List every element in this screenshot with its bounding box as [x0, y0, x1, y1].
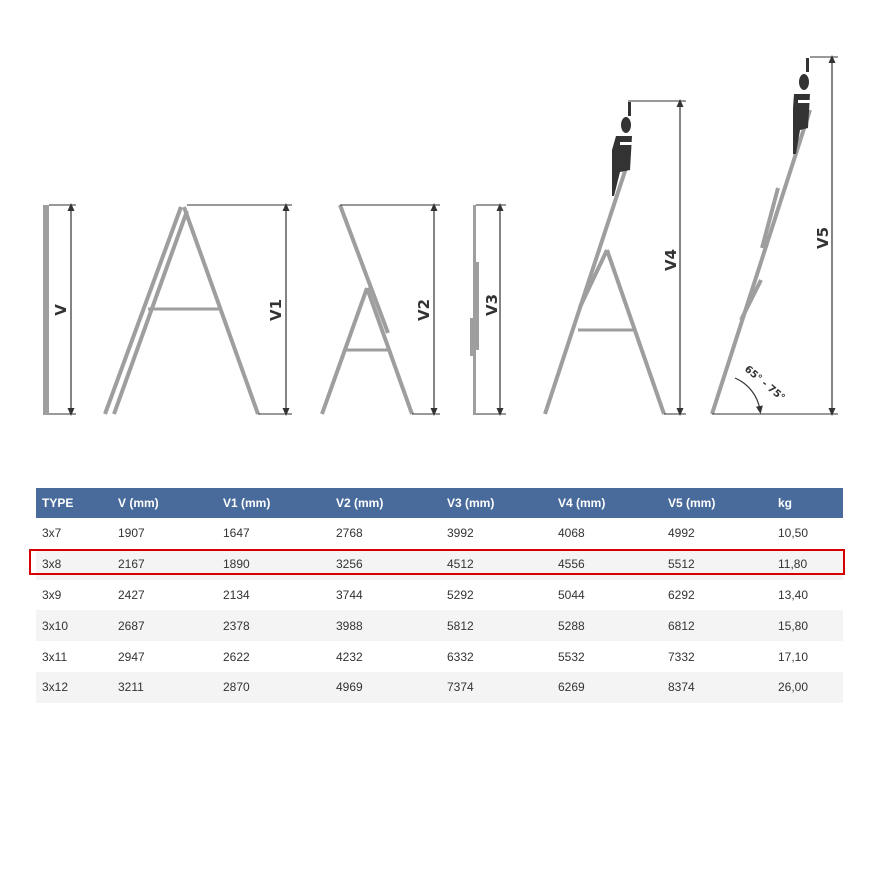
dimension-label-v: V: [52, 304, 70, 316]
ladder-overlap-section: [741, 280, 761, 320]
table-cell: 5292: [447, 587, 474, 602]
table-cell: 3x8: [36, 549, 118, 580]
table-cell: 1647: [223, 526, 250, 541]
table-cell: 2687: [118, 610, 223, 641]
ladder-rail: [545, 162, 628, 414]
table-cell: 4556: [558, 549, 668, 580]
angle-label: 65° - 75°: [742, 363, 787, 404]
table-cell: 26,00: [778, 672, 843, 703]
table-cell: 3x11: [42, 649, 68, 664]
table-cell: 1907: [118, 526, 145, 541]
table-cell: 4232: [336, 649, 363, 664]
table-cell: 2768: [336, 526, 363, 541]
table-cell: 3x7: [42, 526, 62, 541]
column-header: V4 (mm): [558, 488, 668, 518]
table-cell: 2134: [223, 587, 250, 602]
table-cell: 5288: [558, 610, 668, 641]
table-cell: 17,10: [778, 649, 809, 664]
ladder-straight-rail: [43, 205, 49, 415]
ladder-overlap-section: [470, 318, 473, 356]
ladder-config-v1: [105, 205, 292, 414]
table-cell: 4512: [447, 549, 558, 580]
table-cell: 4992: [668, 526, 695, 541]
table-cell: 6332: [447, 649, 474, 664]
column-header: V3 (mm): [447, 488, 558, 518]
table-row: [36, 549, 843, 580]
table-cell: 4969: [336, 672, 447, 703]
column-header: V (mm): [118, 488, 223, 518]
table-cell: 5044: [558, 587, 585, 602]
table-cell: 11,80: [778, 549, 843, 580]
table-cell: 3256: [336, 549, 447, 580]
ladder-rail: [607, 250, 664, 414]
column-header: TYPE: [36, 488, 118, 518]
table-cell: 2947: [118, 649, 145, 664]
column-header: V2 (mm): [336, 488, 447, 518]
table-cell: 2622: [223, 649, 250, 664]
table-cell: 2427: [118, 587, 145, 602]
table-cell: 7332: [668, 649, 695, 664]
table-row: [36, 672, 843, 703]
table-cell: 10,50: [778, 526, 809, 541]
dimension-label-v1: V1: [267, 298, 285, 322]
dimension-label-v5: V5: [814, 226, 832, 250]
table-cell: 5812: [447, 610, 558, 641]
table-cell: 3744: [336, 587, 363, 602]
table-row: [36, 580, 843, 611]
table-header-row: [36, 488, 843, 518]
table-cell: 7374: [447, 672, 558, 703]
ladder-rail: [114, 211, 187, 414]
ladder-straight-rail: [473, 205, 476, 415]
column-header: V5 (mm): [668, 488, 778, 518]
table-cell: 3x10: [36, 610, 118, 641]
table-cell: 2870: [223, 672, 336, 703]
table-cell: 6812: [668, 610, 778, 641]
table-cell: 5512: [668, 549, 778, 580]
dimension-label-v3: V3: [483, 293, 501, 317]
table-row: [36, 610, 843, 641]
table-cell: 2378: [223, 610, 336, 641]
table-cell: 4068: [558, 526, 585, 541]
table-cell: 3x9: [42, 587, 62, 602]
dimension-label-v2: V2: [415, 298, 433, 322]
table-cell: 1890: [223, 549, 336, 580]
dimension-label-v4: V4: [662, 248, 680, 272]
table-header: [36, 488, 843, 518]
table-cell: 8374: [668, 672, 778, 703]
ladder-config-v5: [712, 57, 838, 414]
table-cell: 13,40: [778, 587, 809, 602]
ladder-config-v2: [322, 205, 440, 414]
table-body: [36, 518, 843, 703]
ladder-config-v: [43, 205, 76, 415]
table-cell: 6269: [558, 672, 668, 703]
ladder-config-v4: [545, 101, 686, 414]
table-row: [36, 641, 843, 672]
column-header: V1 (mm): [223, 488, 336, 518]
table-cell: 5532: [558, 649, 585, 664]
table-cell: 2167: [118, 549, 223, 580]
table-cell: 15,80: [778, 610, 843, 641]
table-cell: 3988: [336, 610, 447, 641]
column-header: kg: [778, 488, 843, 518]
table-cell: 6292: [668, 587, 695, 602]
table-cell: 3211: [118, 672, 223, 703]
ladder-config-v3: [470, 205, 506, 415]
ladder-rail: [712, 110, 810, 414]
ladder-rail: [580, 250, 607, 307]
table-cell: 3992: [447, 526, 474, 541]
ladder-rail: [340, 205, 388, 333]
table-row: [36, 518, 843, 549]
ladder-overlap-section: [476, 262, 479, 350]
spec-table: [36, 488, 843, 703]
table-cell: 3x12: [36, 672, 118, 703]
